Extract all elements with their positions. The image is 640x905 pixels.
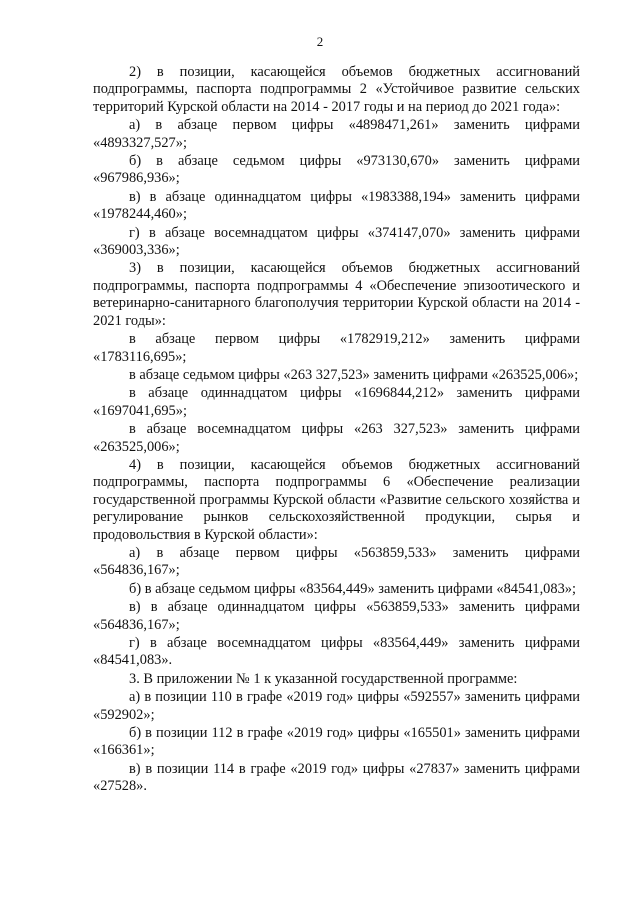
paragraph-item: г) в абзаце восемнадцатом цифры «374147,070» заменить цифрами «369003,336»; [93,224,580,259]
paragraph-item: в) в абзаце одиннадцатом цифры «563859,533» заменить цифрами «564836,167»; [93,599,580,633]
paragraph-item: в) в абзаце одиннадцатом цифры «1983388,194» заменить цифрами «1978244,460»; [93,188,580,223]
paragraph-item: г) в абзаце восемнадцатом цифры «83564,449» заменить цифрами «84541,083». [93,635,580,669]
paragraph-item: б) в позиции 112 в графе «2019 год» цифры «165501» заменить цифрами «166361»; [93,725,580,759]
paragraph-appendix-1-intro: 3. В приложении № 1 к указанной государственной программе: [129,670,518,687]
paragraph-subprogram-4-intro: 3) в позиции, касающейся объемов бюджетных ассигнований подпрограммы, паспорта подпрограммы 4 «Обеспечение эпизоотического и ветеринарно-санитарного благополучия территории Курской области на 2014 - 2021 годы»: [93,260,580,329]
paragraph-item: в абзаце седьмом цифры «263 327,523» заменить цифрами «263525,006»; [129,366,579,383]
paragraph-item: а) в абзаце первом цифры «4898471,261» заменить цифрами «4893327,527»; [93,117,580,151]
paragraph-item: в абзаце первом цифры «1782919,212» заменить цифрами «1783116,695»; [93,331,580,365]
paragraph-item: б) в абзаце седьмом цифры «973130,670» заменить цифрами «967986,936»; [93,153,580,187]
paragraph-item: а) в позиции 110 в графе «2019 год» цифры «592557» заменить цифрами «592902»; [93,689,580,723]
paragraph-item: в абзаце восемнадцатом цифры «263 327,523» заменить цифрами «263525,006»; [93,421,580,455]
paragraph-subprogram-2-intro: 2) в позиции, касающейся объемов бюджетных ассигнований подпрограммы, паспорта подпрограммы 2 «Устойчивое развитие сельских территорий Курской области на 2014 - 2017 годы и на период до 2021 года»: [93,64,580,115]
paragraph-item: в абзаце одиннадцатом цифры «1696844,212» заменить цифрами «1697041,695»; [93,385,580,419]
paragraph-item: а) в абзаце первом цифры «563859,533» заменить цифрами «564836,167»; [93,544,580,579]
page-number: 2 [316,34,324,49]
paragraph-subprogram-6-intro: 4) в позиции, касающейся объемов бюджетных ассигнований подпрограммы, паспорта подпрограммы 6 «Обеспечение реализации государственной программы Курской области «Развитие сельского хозяйства и регулирование рынков сельскохозяйственной продукции, сырья и продовольствия в Курской области»: [93,456,580,543]
paragraph-item: б) в абзаце седьмом цифры «83564,449» заменить цифрами «84541,083»; [129,580,576,597]
document-body [93,64,580,796]
paragraph-item: в) в позиции 114 в графе «2019 год» цифры «27837» заменить цифрами «27528». [93,760,580,795]
